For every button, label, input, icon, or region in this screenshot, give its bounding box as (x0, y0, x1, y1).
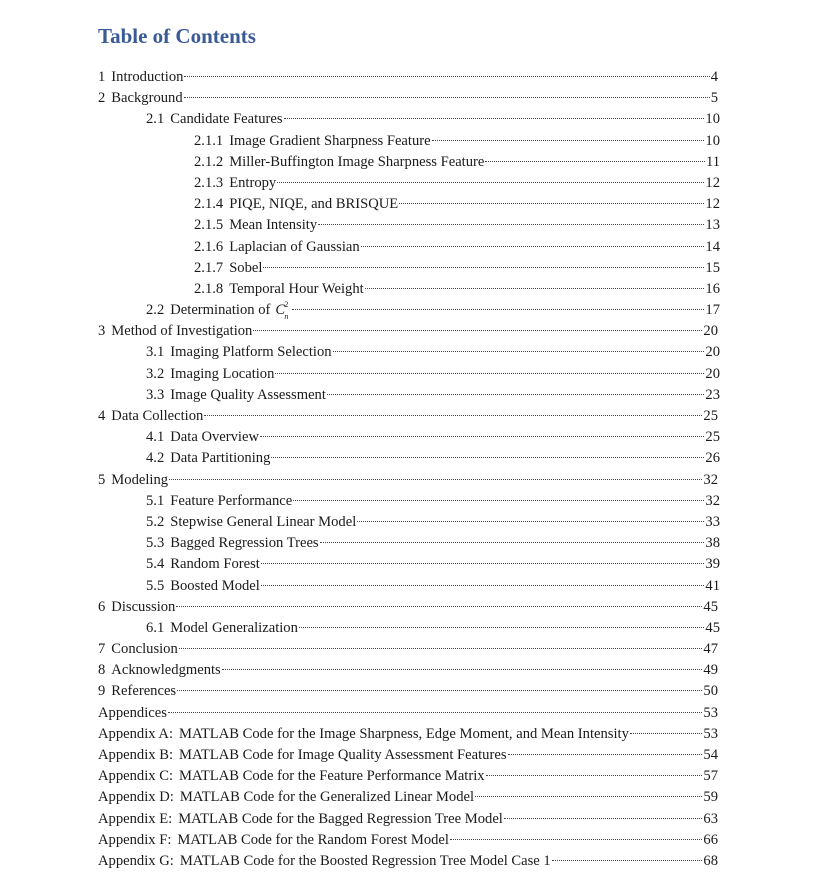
toc-entry[interactable] (98, 745, 718, 766)
toc-entry-text: MATLAB Code for the Bagged Regression Tree Model (178, 810, 503, 827)
toc-entry-number: 3 (98, 323, 106, 340)
toc-entry[interactable] (98, 321, 718, 342)
toc-entry-text: References (111, 683, 177, 700)
toc-entry-number: 3.2 (146, 365, 165, 382)
toc-entry-number: 4.1 (146, 429, 165, 446)
toc-entry-text: Miller-Buffington Image Sharpness Feature (229, 153, 485, 170)
toc-dot-leader (263, 267, 704, 268)
toc-entry-number: 5.5 (146, 577, 165, 594)
toc-dot-leader (318, 224, 704, 225)
toc-page-number: 20 (703, 323, 718, 340)
toc-entry-number: 5.2 (146, 513, 165, 530)
toc-dot-leader (284, 118, 705, 119)
toc-page-number: 53 (703, 704, 718, 721)
toc-dot-leader (184, 97, 710, 98)
toc-entry[interactable] (194, 173, 720, 194)
toc-dot-leader (365, 288, 705, 289)
toc-entry-text: Data Partitioning (170, 450, 271, 467)
toc-dot-leader (475, 796, 702, 797)
toc-page-number: 12 (705, 174, 720, 191)
toc-dot-leader (184, 76, 709, 77)
toc-dot-leader (486, 775, 703, 776)
toc-entry-title (146, 385, 326, 406)
toc-entry-title (146, 448, 270, 469)
toc-entry[interactable] (194, 279, 720, 300)
toc-entry-title (98, 703, 167, 724)
toc-entry-number: 2.1.4 (194, 196, 224, 213)
toc-entry-text: MATLAB Code for the Boosted Regression Tree Model Case 1 (179, 852, 551, 869)
toc-dot-leader (485, 161, 705, 162)
toc-entry[interactable] (146, 554, 720, 575)
toc-entry-text: Modeling (111, 471, 169, 488)
toc-page-number: 12 (705, 196, 720, 213)
toc-dot-leader (357, 521, 704, 522)
toc-entry-number: 2.1 (146, 111, 165, 128)
toc-dot-leader (450, 839, 702, 840)
toc-dot-leader (204, 415, 702, 416)
toc-entry-title (146, 300, 291, 321)
toc-dot-leader (327, 394, 705, 395)
toc-entry-title (146, 512, 356, 533)
toc-entry-title (98, 745, 507, 766)
toc-page-number: 25 (705, 429, 720, 446)
toc-entry-number: 2.1.2 (194, 153, 224, 170)
toc-entry[interactable] (98, 809, 718, 830)
toc-entry-number: 2.1.7 (194, 259, 224, 276)
toc-page-number: 39 (705, 556, 720, 573)
toc-dot-leader (432, 140, 705, 141)
toc-entry-number: 9 (98, 683, 106, 700)
toc-entry-text: Feature Performance (170, 492, 293, 509)
toc-entry-title (146, 618, 298, 639)
toc-dot-leader (179, 648, 703, 649)
toc-list (0, 67, 814, 872)
toc-dot-leader (320, 542, 705, 543)
toc-dot-leader (261, 563, 705, 564)
toc-entry-title (98, 830, 449, 851)
toc-entry[interactable] (98, 597, 718, 618)
toc-entry[interactable] (98, 724, 718, 745)
toc-entry-title (98, 787, 474, 808)
toc-entry-title (98, 851, 551, 872)
toc-entry[interactable] (146, 533, 720, 554)
toc-entry-text: Data Collection (111, 408, 204, 424)
toc-entry-title (146, 342, 332, 363)
toc-entry-text: Image Gradient Sharpness Feature (229, 132, 431, 149)
toc-entry-number: Appendix A: (98, 725, 173, 742)
toc-dot-leader (504, 818, 703, 819)
toc-entry-title (194, 258, 262, 279)
toc-page-number: 38 (705, 535, 720, 552)
toc-dot-leader (222, 669, 703, 670)
toc-page-number: 26 (705, 450, 720, 467)
toc-dot-leader (176, 606, 702, 607)
toc-page-number: 17 (705, 302, 720, 319)
toc-entry-number: 4 (98, 408, 106, 424)
toc-entry-number: 5.4 (146, 556, 165, 573)
toc-entry-title (194, 152, 484, 173)
toc-entry[interactable] (98, 88, 718, 109)
toc-entry-title (98, 470, 168, 491)
toc-page-number: 14 (705, 238, 720, 255)
toc-entry-text: Appendices (98, 704, 167, 721)
toc-entry-text: Laplacian of Gaussian (229, 238, 360, 255)
toc-page-number: 4 (710, 69, 718, 85)
toc-entry-title (146, 109, 283, 130)
toc-dot-leader (361, 246, 705, 247)
toc-page-number: 15 (705, 259, 720, 276)
toc-entry-title (194, 194, 398, 215)
toc-entry-text: Determination of (170, 302, 271, 319)
toc-entry[interactable] (98, 703, 718, 724)
toc-entry-text: Imaging Platform Selection (170, 344, 332, 361)
toc-entry-text: MATLAB Code for Image Quality Assessment Features (179, 747, 507, 763)
toc-entry-text: Random Forest (170, 556, 260, 573)
toc-entry-text: Conclusion (111, 641, 178, 658)
toc-entry[interactable] (146, 300, 720, 321)
toc-dot-leader (299, 627, 705, 628)
toc-entry-text: Introduction (111, 69, 184, 85)
toc-entry[interactable] (146, 427, 720, 448)
toc-page-number: 54 (703, 747, 718, 763)
toc-entry-number: 2.2 (146, 302, 165, 319)
toc-page-number: 10 (705, 111, 720, 128)
toc-entry-title (194, 173, 276, 194)
toc-page-number: 53 (703, 725, 718, 742)
toc-entry-title (98, 639, 178, 660)
toc-dot-leader (293, 500, 704, 501)
toc-dot-leader (333, 351, 705, 352)
toc-entry-title (194, 279, 364, 300)
toc-entry-number: 1 (98, 69, 106, 85)
toc-entry-title (146, 533, 319, 554)
toc-entry-number: Appendix E: (98, 810, 173, 827)
toc-dot-leader (277, 182, 704, 183)
toc-page-number: 5 (710, 90, 718, 107)
toc-page-number: 20 (705, 344, 720, 361)
toc-entry-text: Acknowledgments (111, 662, 221, 679)
toc-entry[interactable] (194, 258, 720, 279)
toc-entry-number: 8 (98, 662, 106, 679)
toc-page-number: 20 (705, 365, 720, 382)
toc-entry[interactable] (194, 131, 720, 152)
toc-entry-title (146, 364, 274, 385)
toc-entry-text: MATLAB Code for the Generalized Linear Model (179, 789, 475, 806)
toc-entry-text: Model Generalization (170, 619, 298, 636)
toc-entry[interactable] (194, 215, 720, 236)
toc-entry[interactable] (146, 491, 720, 512)
toc-entry[interactable] (98, 681, 718, 702)
toc-entry-text: Stepwise General Linear Model (170, 513, 357, 530)
toc-page-number: 33 (705, 513, 720, 530)
toc-entry-number: 5.3 (146, 535, 165, 552)
toc-entry-number: Appendix C: (98, 768, 173, 785)
toc-page-number: 16 (705, 280, 720, 297)
toc-dot-leader (261, 585, 705, 586)
toc-dot-leader (253, 330, 702, 331)
toc-entry[interactable] (146, 576, 720, 597)
toc-dot-leader (177, 690, 702, 691)
toc-entry-text: MATLAB Code for the Feature Performance Matrix (179, 768, 485, 785)
toc-entry-text: Image Quality Assessment (170, 386, 326, 403)
toc-entry-number: 6 (98, 598, 106, 615)
toc-entry[interactable] (146, 364, 720, 385)
toc-entry-title (146, 491, 292, 512)
toc-entry[interactable] (146, 385, 720, 406)
toc-entry[interactable] (194, 194, 720, 215)
toc-entry-title (98, 321, 252, 342)
formula-cn2: C 2 n (275, 300, 289, 322)
toc-page-number: 50 (703, 683, 718, 700)
toc-page-number: 57 (703, 768, 718, 785)
toc-entry-title (98, 681, 176, 702)
toc-dot-leader (168, 712, 703, 713)
toc-entry-number: 2.1.6 (194, 238, 224, 255)
toc-entry-number: 5 (98, 471, 106, 488)
toc-entry-number: 4.2 (146, 450, 165, 467)
toc-page-number: 66 (703, 831, 718, 848)
toc-entry[interactable] (194, 237, 720, 258)
toc-entry[interactable] (98, 406, 718, 427)
toc-page-number: 49 (703, 662, 718, 679)
toc-entry-number: 3.3 (146, 386, 165, 403)
toc-entry-title (194, 131, 431, 152)
toc-page-number: 13 (705, 217, 720, 234)
toc-entry[interactable] (98, 851, 718, 872)
toc-dot-leader (292, 309, 704, 310)
toc-entry-text: Discussion (111, 598, 176, 615)
toc-entry-title (146, 554, 260, 575)
toc-entry-title (194, 215, 317, 236)
toc-entry[interactable] (194, 152, 720, 173)
toc-page-number: 10 (705, 132, 720, 149)
toc-entry[interactable] (98, 830, 718, 851)
toc-dot-leader (552, 860, 703, 861)
toc-page-number: 59 (703, 789, 718, 806)
toc-entry-title (98, 660, 221, 681)
toc-entry-title (98, 724, 629, 745)
toc-dot-leader (508, 754, 703, 755)
toc-entry-title (194, 237, 360, 258)
toc-entry[interactable] (98, 67, 718, 88)
toc-entry-text: Data Overview (170, 429, 259, 446)
toc-entry-number: 2 (98, 90, 106, 107)
toc-entry-number: 2.1.1 (194, 132, 224, 149)
toc-dot-leader (260, 436, 704, 437)
toc-entry-text: Sobel (229, 259, 263, 276)
toc-entry-text: Bagged Regression Trees (170, 535, 319, 552)
toc-entry-number: 5.1 (146, 492, 165, 509)
toc-page-number: 45 (705, 619, 720, 636)
toc-page-number: 68 (703, 852, 718, 869)
toc-entry-number: 7 (98, 641, 106, 658)
toc-entry-title (146, 576, 260, 597)
toc-entry-title (98, 809, 503, 830)
toc-entry-number: Appendix G: (98, 852, 174, 869)
toc-entry-text: PIQE, NIQE, and BRISQUE (229, 196, 399, 213)
toc-entry[interactable] (98, 766, 718, 787)
toc-entry[interactable] (146, 512, 720, 533)
toc-entry[interactable] (98, 787, 718, 808)
toc-entry[interactable] (98, 639, 718, 660)
toc-entry-title (98, 766, 485, 787)
toc-page-number: 45 (703, 598, 718, 615)
toc-entry-title (146, 427, 259, 448)
toc-page-number: 11 (705, 153, 720, 170)
toc-page-number: 25 (703, 408, 718, 424)
toc-page-number: 32 (705, 492, 720, 509)
toc-entry-number: 2.1.5 (194, 217, 224, 234)
toc-dot-leader (399, 203, 704, 204)
toc-entry-number: 3.1 (146, 344, 165, 361)
toc-entry-text: Imaging Location (170, 365, 275, 382)
toc-entry-text: Background (111, 90, 183, 107)
toc-entry-number: Appendix F: (98, 831, 172, 848)
toc-entry-title (98, 67, 183, 88)
toc-dot-leader (271, 457, 704, 458)
toc-entry[interactable] (146, 448, 720, 469)
toc-entry-text: Temporal Hour Weight (229, 280, 364, 297)
toc-page-number: 47 (703, 641, 718, 658)
toc-page-number: 32 (703, 471, 718, 488)
toc-entry-text: MATLAB Code for the Image Sharpness, Edge Moment, and Mean Intensity (179, 725, 629, 742)
toc-entry[interactable] (98, 660, 718, 681)
toc-entry[interactable] (146, 342, 720, 363)
toc-entry-text: Boosted Model (170, 577, 260, 594)
toc-entry[interactable] (146, 618, 720, 639)
toc-entry-number: Appendix D: (98, 789, 174, 806)
toc-page-number: 23 (705, 386, 720, 403)
toc-dot-leader (169, 479, 702, 480)
toc-entry[interactable] (146, 109, 720, 130)
toc-entry-number: Appendix B: (98, 747, 173, 763)
toc-entry-title (98, 88, 183, 109)
toc-entry-text: MATLAB Code for the Random Forest Model (177, 831, 449, 848)
page-title: Table of Contents (98, 24, 256, 48)
toc-entry-title (98, 597, 175, 618)
toc-dot-leader (275, 373, 704, 374)
toc-entry-text: Mean Intensity (229, 217, 318, 234)
toc-dot-leader (630, 733, 703, 734)
toc-entry-number: 2.1.3 (194, 174, 224, 191)
toc-entry-text: Entropy (229, 174, 277, 191)
toc-page-number: 63 (703, 810, 718, 827)
toc-entry[interactable] (98, 470, 718, 491)
toc-entry-number: 6.1 (146, 619, 165, 636)
toc-entry-text: Candidate Features (170, 111, 283, 128)
toc-entry-text: Method of Investigation (111, 323, 253, 340)
toc-entry-title (98, 406, 203, 427)
toc-entry-number: 2.1.8 (194, 280, 224, 297)
toc-page-number: 41 (705, 577, 720, 594)
